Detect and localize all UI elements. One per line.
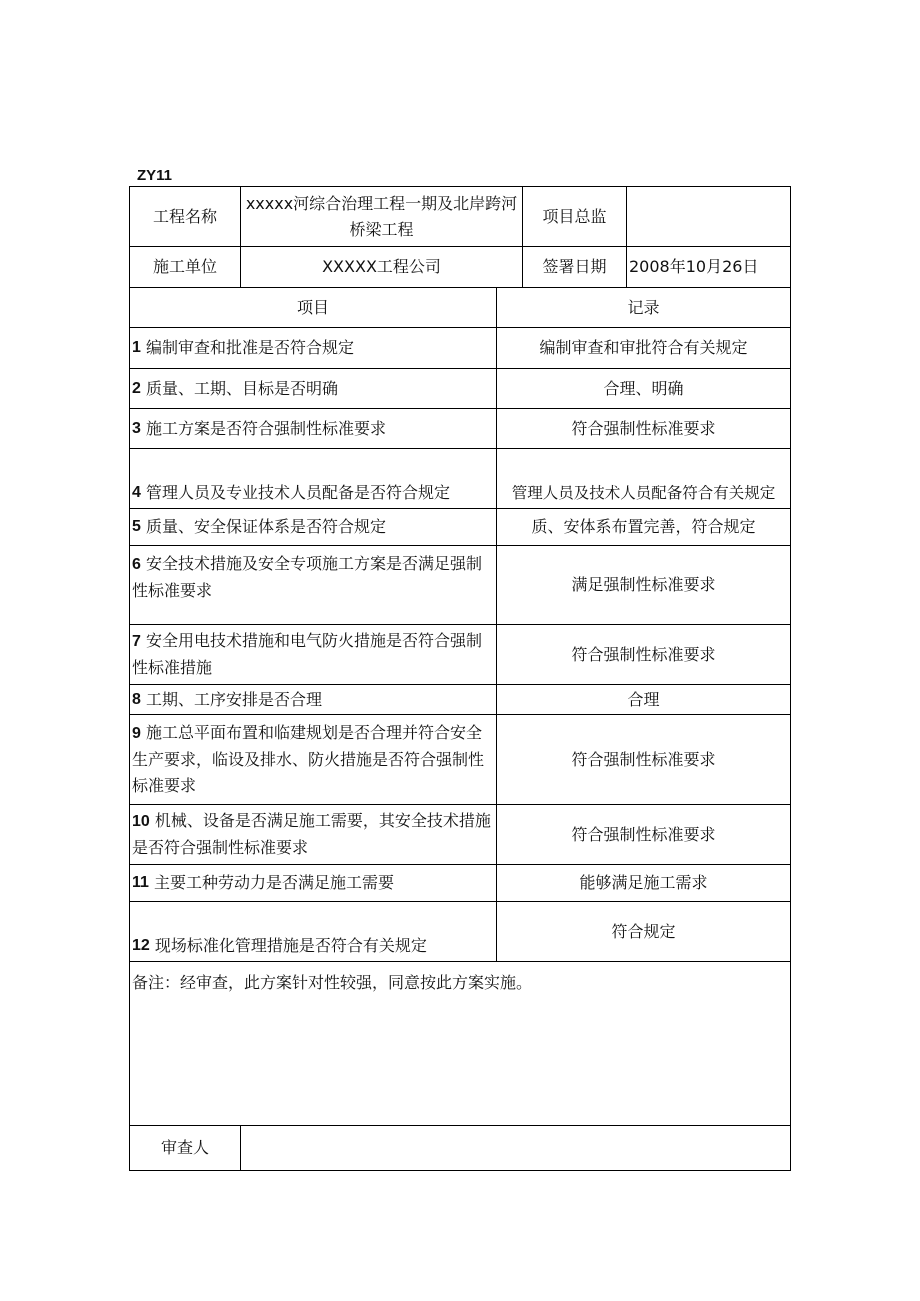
column-item-header: 项目	[130, 287, 497, 327]
column-record-header: 记录	[497, 287, 790, 327]
item-text: 质量、工期、目标是否明确	[146, 378, 339, 398]
item-text: 主要工种劳动力是否满足施工需要	[154, 873, 395, 892]
record-row-6: 满足强制性标准要求	[497, 545, 790, 624]
record-row-2: 合理、明确	[497, 368, 790, 408]
item-row-8	[130, 684, 497, 714]
item-number: 7	[132, 633, 141, 650]
record-row-7: 符合强制性标准要求	[497, 624, 790, 684]
item-row-4	[130, 448, 497, 508]
item-text: 编制审查和批准是否符合规定	[146, 338, 355, 357]
item-number: 9	[132, 725, 141, 742]
item-number: 1	[132, 339, 141, 356]
sign-date-label: 签署日期	[523, 246, 627, 287]
item-row-5	[130, 508, 497, 545]
item-number: 10	[132, 813, 150, 830]
chief-supervisor-value	[627, 187, 790, 246]
item-text: 工期、工序安排是否合理	[146, 689, 323, 709]
item-text: 施工总平面布置和临建规划是否合理并符合安全生产要求，临设及排水、防火措施是否符合强制性标准要求	[132, 723, 485, 795]
record-row-12: 符合规定	[497, 901, 790, 961]
reviewer-label: 审查人	[130, 1125, 241, 1170]
item-number: 6	[132, 556, 141, 573]
sign-date-value: 2008年10月26日	[627, 246, 790, 287]
item-text: 质量、安全保证体系是否符合规定	[146, 517, 387, 536]
item-row-9	[130, 714, 497, 804]
project-name-value: xxxxx河综合治理工程一期及北岸跨河桥梁工程	[241, 187, 523, 246]
item-number: 12	[132, 937, 150, 954]
record-row-8: 合理	[497, 684, 790, 714]
record-row-1: 编制审查和审批符合有关规定	[497, 327, 790, 368]
reviewer-value	[241, 1125, 790, 1170]
contractor-value: XXXXX工程公司	[241, 246, 523, 287]
item-row-10	[130, 804, 497, 864]
item-text: 管理人员及专业技术人员配备是否符合规定	[146, 483, 451, 502]
item-number: 4	[132, 484, 141, 501]
item-row-7	[130, 624, 497, 684]
chief-supervisor-label: 项目总监	[523, 187, 627, 246]
item-number: 5	[132, 518, 141, 535]
record-row-4: 管理人员及技术人员配备符合有关规定	[497, 448, 790, 508]
item-row-3	[130, 408, 497, 448]
item-text: 机械、设备是否满足施工需要，其安全技术措施是否符合强制性标准要求	[132, 811, 491, 857]
item-row-11	[130, 864, 497, 901]
item-text: 安全用电技术措施和电气防火措施是否符合强制性标准措施	[132, 631, 483, 677]
record-row-5: 质、安体系布置完善，符合规定	[497, 508, 790, 545]
item-row-2	[130, 368, 497, 408]
form-code: ZY11	[137, 167, 173, 184]
contractor-label: 施工单位	[130, 246, 241, 287]
item-number: 8	[132, 690, 141, 708]
item-number: 2	[132, 379, 141, 397]
item-row-1	[130, 327, 497, 368]
record-row-3: 符合强制性标准要求	[497, 408, 790, 448]
record-row-11: 能够满足施工需求	[497, 864, 790, 901]
record-row-9: 符合强制性标准要求	[497, 714, 790, 804]
item-row-6	[130, 545, 497, 624]
item-number: 3	[132, 419, 141, 437]
record-row-10: 符合强制性标准要求	[497, 804, 790, 864]
remarks: 备注：经审查，此方案针对性较强，同意按此方案实施。	[130, 961, 790, 1125]
item-text: 施工方案是否符合强制性标准要求	[146, 418, 387, 438]
review-form-table	[129, 186, 791, 1171]
item-row-12	[130, 901, 497, 961]
item-text: 安全技术措施及安全专项施工方案是否满足强制性标准要求	[132, 554, 483, 600]
project-name-label: 工程名称	[130, 187, 241, 246]
item-number: 11	[132, 874, 149, 891]
item-text: 现场标准化管理措施是否符合有关规定	[154, 936, 427, 955]
